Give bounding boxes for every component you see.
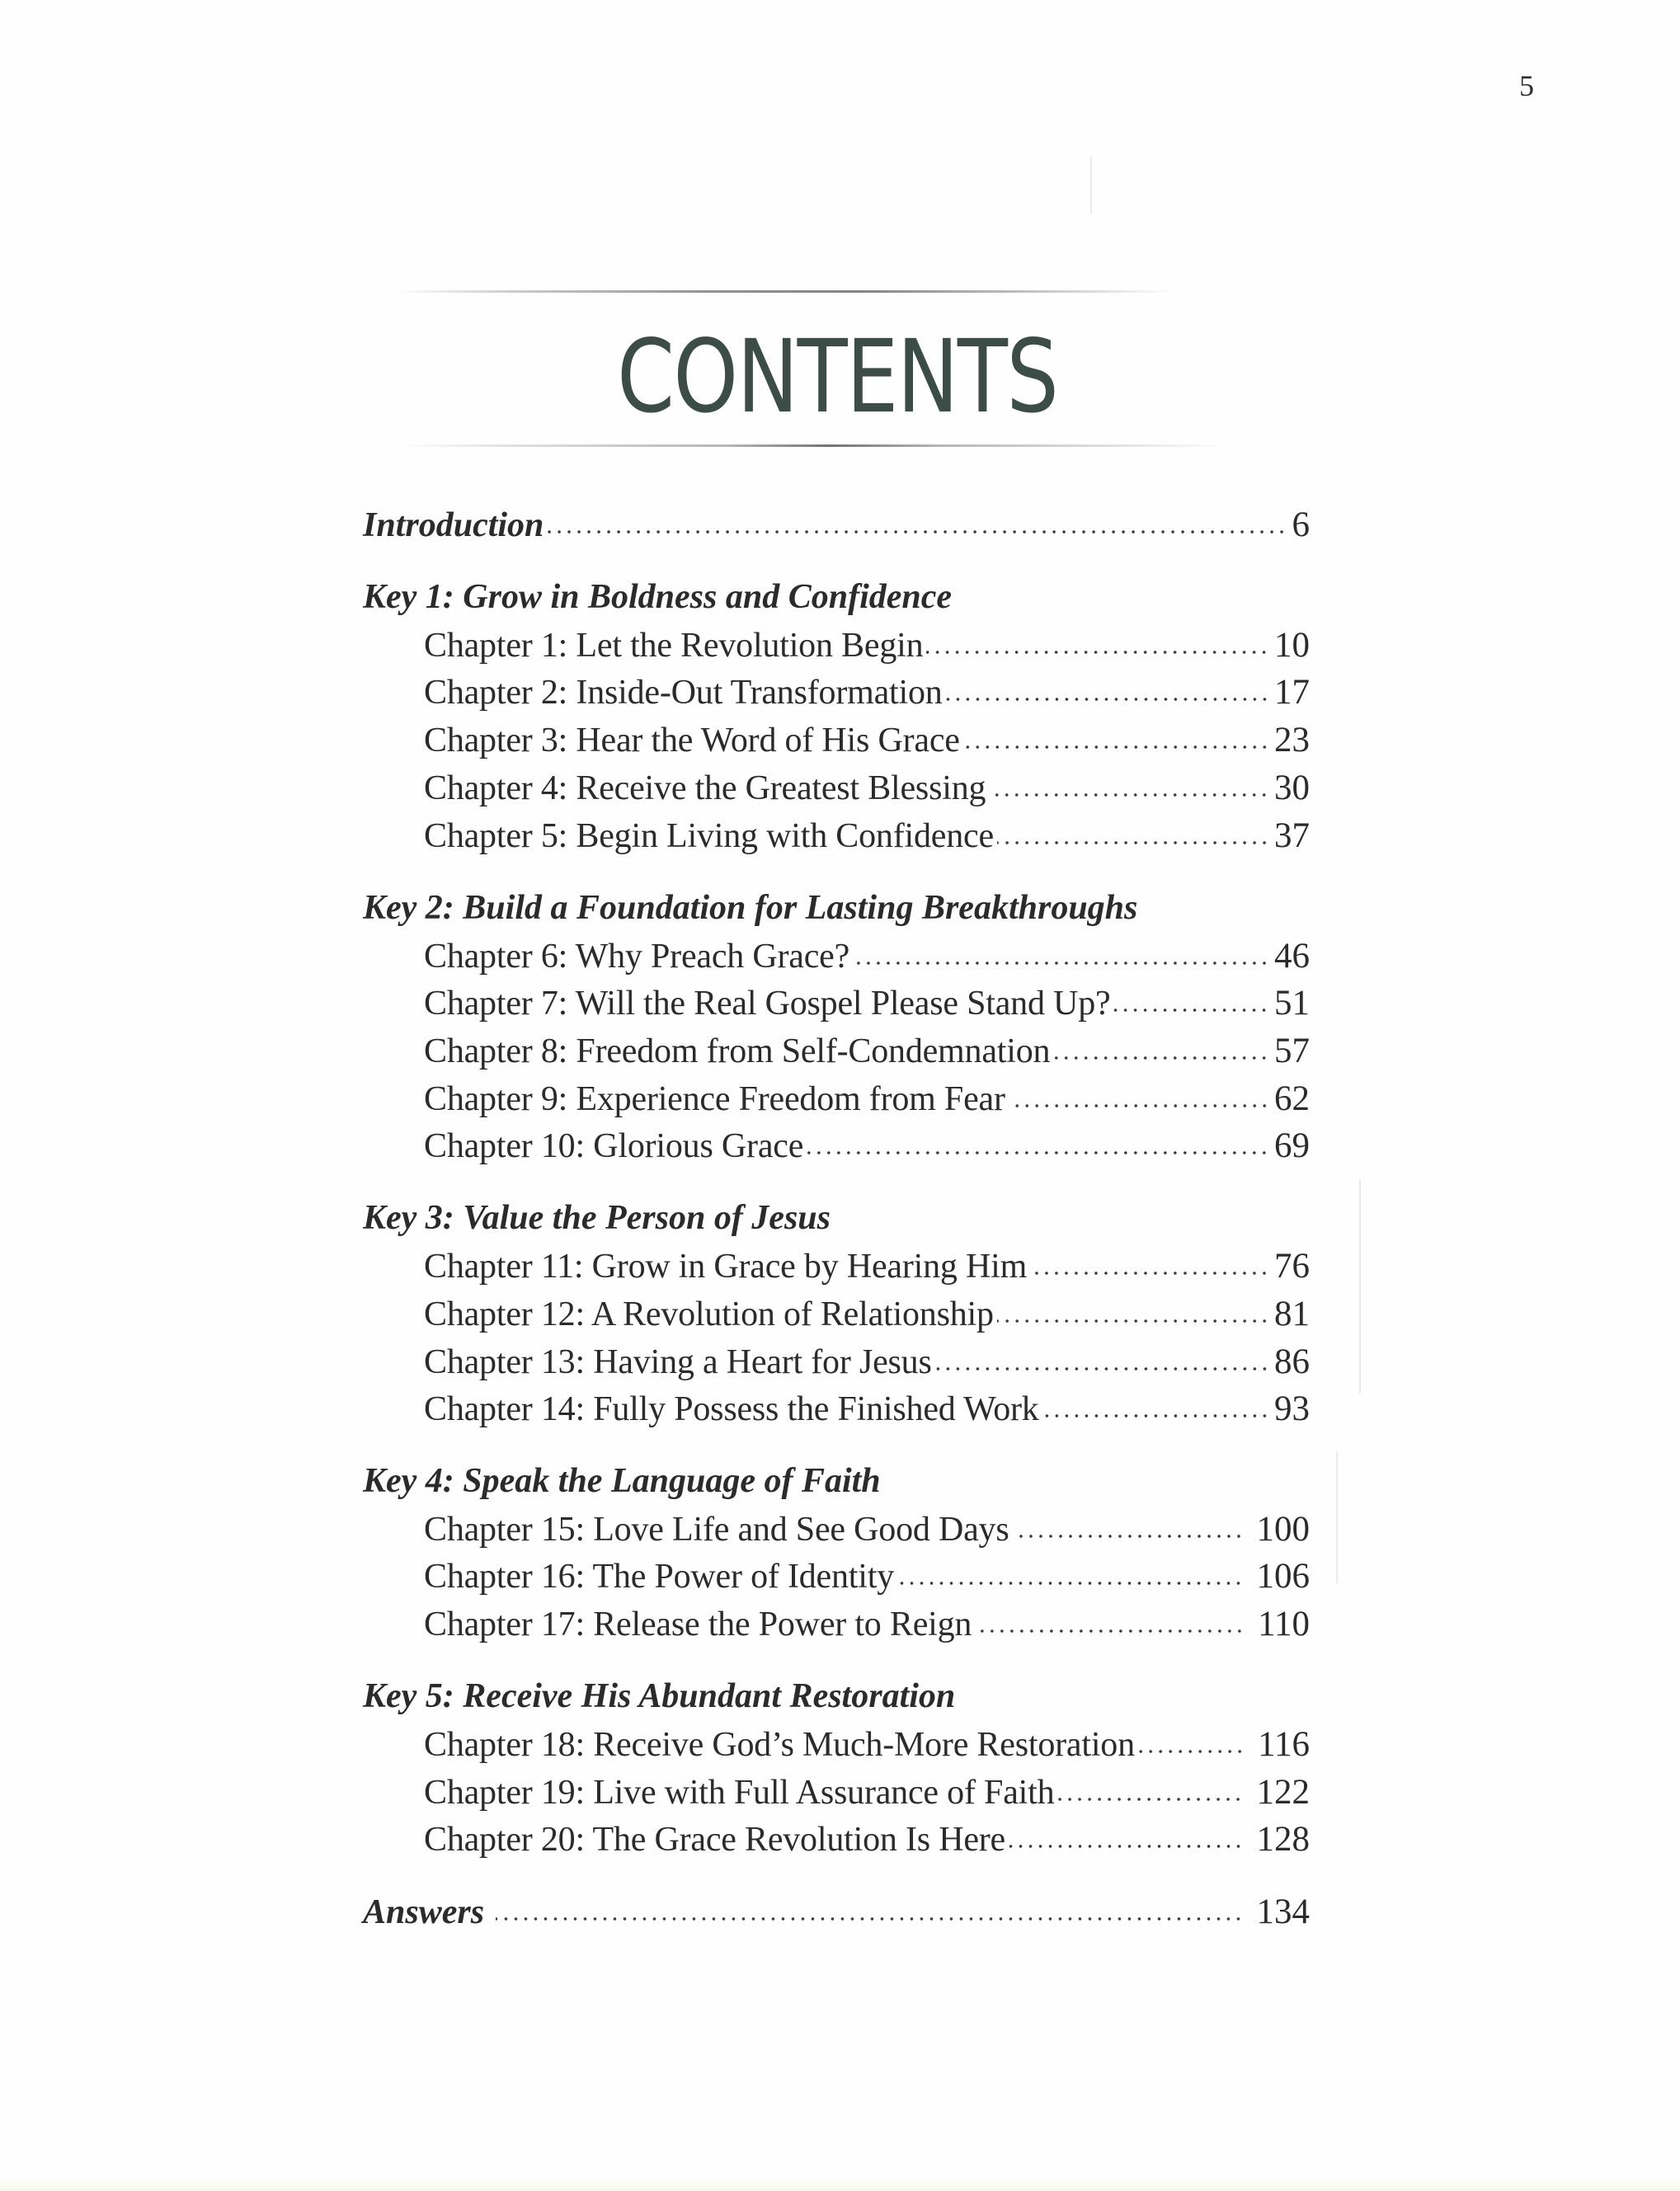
toc-entry-chapter-4[interactable] — [424, 768, 1310, 814]
toc-entry-label: Chapter 9: Experience Freedom from Fear — [424, 1080, 1005, 1118]
toc-entry-label: Chapter 19: Live with Full Assurance of Faith — [424, 1774, 1055, 1812]
toc-entry-chapter-2[interactable] — [424, 672, 1310, 718]
toc-page-number: 10 — [1274, 626, 1310, 665]
dot-leader — [1030, 1271, 1269, 1276]
key-heading-5[interactable]: Key 5: Receive His Abundant Restoration — [363, 1677, 956, 1715]
toc-entry-chapter-19[interactable] — [424, 1772, 1310, 1818]
key-heading-1[interactable]: Key 1: Grow in Boldness and Confidence — [363, 578, 953, 616]
scan-artifact — [1336, 1451, 1338, 1583]
toc-entry-chapter-9[interactable] — [424, 1079, 1310, 1125]
toc-entry-label: Chapter 1: Let the Revolution Begin — [424, 627, 924, 665]
key-heading-4[interactable]: Key 4: Speak the Language of Faith — [363, 1462, 881, 1500]
toc-entry-introduction[interactable] — [363, 505, 1310, 551]
dot-leader — [1138, 1749, 1245, 1754]
toc-entry-chapter-6[interactable] — [424, 936, 1310, 982]
toc-entry-label: Chapter 20: The Grace Revolution Is Here — [424, 1821, 1005, 1859]
toc-entry-label: Chapter 15: Love Life and See Good Days — [424, 1511, 1009, 1549]
toc-entry-label: Introduction — [363, 506, 544, 544]
key-heading-3[interactable]: Key 3: Value the Person of Jesus — [363, 1199, 831, 1237]
page-number: 5 — [1519, 69, 1534, 102]
toc-page-number: 57 — [1274, 1032, 1310, 1070]
toc-entry-label: Chapter 5: Begin Living with Confidence — [424, 817, 994, 855]
toc-entry-chapter-17[interactable] — [424, 1604, 1310, 1650]
toc-page-number: 134 — [1256, 1892, 1310, 1931]
toc-entry-chapter-15[interactable] — [424, 1509, 1310, 1555]
dot-leader — [1009, 1103, 1269, 1108]
toc-entry-chapter-12[interactable] — [424, 1294, 1310, 1340]
dot-leader — [1113, 1008, 1269, 1013]
dot-leader — [1057, 1797, 1243, 1802]
toc-page-number: 76 — [1274, 1247, 1310, 1286]
dot-leader — [1053, 1056, 1269, 1060]
toc-entry-chapter-5[interactable] — [424, 816, 1310, 862]
page-title: CONTENTS — [617, 318, 1058, 435]
title-rule-top — [396, 290, 1171, 293]
toc-entry-chapter-14[interactable] — [424, 1389, 1310, 1435]
toc-entry-answers[interactable] — [363, 1892, 1310, 1938]
toc-entry-chapter-8[interactable] — [424, 1031, 1310, 1077]
toc-entry-chapter-1[interactable] — [424, 625, 1310, 671]
dot-leader — [935, 1366, 1269, 1371]
dot-leader — [807, 1150, 1269, 1155]
toc-entry-label: Chapter 16: The Power of Identity — [424, 1558, 894, 1596]
scan-edge-tint — [0, 2178, 1680, 2191]
toc-entry-label: Chapter 12: A Revolution of Relationship — [424, 1295, 994, 1333]
dot-leader — [547, 529, 1287, 534]
title-rule-bottom — [396, 444, 1229, 447]
toc-page-number: 17 — [1274, 673, 1310, 712]
toc-entry-label: Chapter 2: Inside-Out Transformation — [424, 674, 943, 712]
toc-entry-label: Chapter 8: Freedom from Self-Condemnation — [424, 1032, 1051, 1070]
toc-entry-chapter-20[interactable] — [424, 1819, 1310, 1865]
toc-entry-label: Chapter 11: Grow in Grace by Hearing Him — [424, 1248, 1028, 1286]
toc-page-number: 106 — [1256, 1557, 1310, 1596]
toc-entry-label: Chapter 14: Fully Possess the Finished Work — [424, 1390, 1039, 1428]
dot-leader — [1009, 1844, 1244, 1849]
toc-page-number: 69 — [1274, 1126, 1310, 1165]
toc-entry-chapter-13[interactable] — [424, 1342, 1310, 1388]
toc-entry-label: Chapter 6: Why Preach Grace? — [424, 938, 850, 976]
dot-leader — [997, 1319, 1269, 1324]
dot-leader — [997, 840, 1269, 845]
toc-entry-chapter-3[interactable] — [424, 720, 1310, 766]
toc-page-number: 51 — [1274, 984, 1310, 1023]
toc-entry-chapter-7[interactable] — [424, 983, 1310, 1029]
toc-entry-label: Chapter 18: Receive God’s Much-More Restoration — [424, 1726, 1135, 1764]
dot-leader — [496, 1916, 1243, 1921]
dot-leader — [989, 792, 1269, 797]
toc-page-number: 23 — [1274, 721, 1310, 759]
dot-leader — [1042, 1413, 1269, 1418]
toc-page-number: 81 — [1274, 1295, 1310, 1333]
toc-page-number: 128 — [1256, 1820, 1310, 1859]
scan-artifact — [1090, 157, 1092, 214]
toc-page-number: 62 — [1274, 1079, 1310, 1118]
key-heading-2[interactable]: Key 2: Build a Foundation for Lasting Breakthroughs — [363, 889, 1138, 927]
toc-page-number: 116 — [1258, 1725, 1310, 1764]
toc-page-number: 86 — [1274, 1342, 1310, 1381]
toc-page-number: 6 — [1292, 505, 1310, 544]
dot-leader — [975, 1629, 1245, 1634]
dot-leader — [946, 697, 1269, 702]
toc-page-number: 100 — [1256, 1510, 1310, 1549]
toc-entry-label: Answers — [363, 1893, 485, 1931]
toc-entry-chapter-18[interactable] — [424, 1724, 1310, 1770]
toc-entry-label: Chapter 10: Glorious Grace — [424, 1127, 804, 1165]
toc-page-number: 122 — [1256, 1773, 1310, 1812]
toc-page-number: 37 — [1274, 816, 1310, 855]
toc-entry-label: Chapter 3: Hear the Word of His Grace — [424, 722, 960, 759]
toc-entry-label: Chapter 7: Will the Real Gospel Please Stand Up? — [424, 985, 1111, 1023]
dot-leader — [926, 650, 1269, 655]
toc-entry-label: Chapter 17: Release the Power to Reign — [424, 1606, 972, 1643]
toc-entry-label: Chapter 4: Receive the Greatest Blessing — [424, 769, 986, 807]
toc-entry-chapter-16[interactable] — [424, 1556, 1310, 1602]
dot-leader — [897, 1581, 1244, 1586]
toc-page-number: 46 — [1274, 937, 1310, 976]
toc-entry-chapter-10[interactable] — [424, 1126, 1310, 1172]
dot-leader — [853, 961, 1269, 966]
dot-leader — [963, 745, 1269, 750]
dot-leader — [1013, 1534, 1244, 1539]
scan-artifact — [1359, 1179, 1361, 1394]
toc-entry-chapter-11[interactable] — [424, 1246, 1310, 1292]
toc-page-number: 30 — [1274, 769, 1310, 807]
toc-entry-label: Chapter 13: Having a Heart for Jesus — [424, 1343, 932, 1381]
toc-page-number: 93 — [1274, 1389, 1310, 1428]
toc-page-number: 110 — [1258, 1605, 1310, 1643]
